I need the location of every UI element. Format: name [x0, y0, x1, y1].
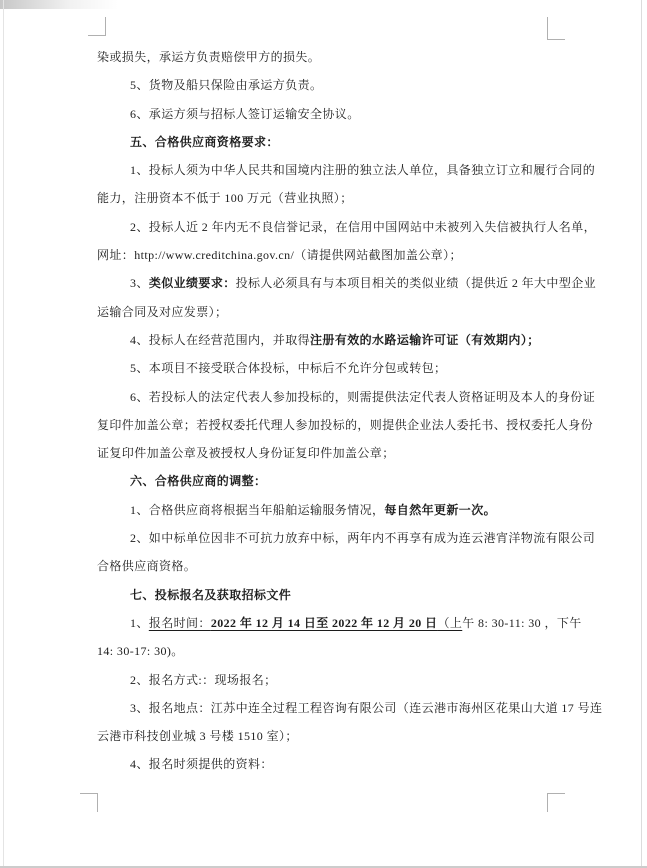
text-segment: 云港市科技创业城 3 号楼 1510 室）；: [97, 729, 298, 744]
document-content: [97, 43, 603, 779]
text-segment: 6、若投标人的法定代表人参加投标的，则需提供法定代表人资格证明及本人的身份证: [130, 389, 596, 404]
text-segment: 4、投标人在经营范围内，并取得: [130, 332, 311, 347]
text-segment: （上: [437, 615, 463, 630]
text-segment: 1、: [130, 615, 149, 630]
page-top-shadow: [0, 0, 118, 9]
text-line: [97, 383, 596, 411]
margin-crop-mark-bottom-right: [547, 793, 565, 812]
text-line: [97, 694, 603, 722]
text-segment: 复印件加盖公章；若授权委托代理人参加投标的，则提供企业法人委托书、授权委托人身份: [97, 417, 594, 432]
text-line: [97, 609, 582, 637]
text-line: [97, 326, 552, 354]
text-segment: 证复印件加盖公章及被授权人身份证复印件加盖公章；: [97, 446, 395, 461]
text-segment: 1、投标人须为中华人民共和国境内注册的独立法人单位，具备独立订立和履行合同的: [130, 163, 596, 178]
page-edge-right: [641, 0, 642, 866]
text-segment: 五、合格供应商资格要求：: [130, 134, 279, 149]
margin-crop-mark-top-right: [547, 17, 565, 40]
text-line: [97, 184, 552, 212]
text-line: [97, 100, 552, 128]
text-line: [97, 637, 552, 665]
text-segment: 网址：http://www.creditchina.gov.cn/（请提供网站截图加盖公章）；: [97, 248, 462, 263]
margin-crop-mark-top-left: [88, 17, 106, 36]
text-segment: 注册有效的水路运输许可证（有效期内）；: [310, 332, 540, 347]
text-segment: 5、货物及船只保险由承运方负责。: [130, 78, 323, 93]
text-segment: 报名时间：: [148, 615, 211, 630]
text-segment: 七、投标报名及获取招标文件: [130, 587, 292, 602]
text-line: [97, 750, 552, 778]
text-line: [97, 496, 552, 524]
text-segment: 2、报名方式:：现场报名；: [130, 672, 277, 687]
text-segment: 每自然年更新一次。: [384, 502, 497, 517]
text-segment: 能力，注册资本不低于 100 万元（营业执照）；: [97, 191, 353, 206]
text-line: [97, 156, 596, 184]
text-segment: 运输合同及对应发票）；: [97, 304, 228, 319]
text-segment: 六、合格供应商的调整：: [130, 474, 267, 489]
text-segment: 投标人必须具有与本项目相关的类似业绩（提供近 2 年大中型企业: [235, 276, 597, 291]
text-segment: 14: 30-17: 30)。: [97, 644, 184, 659]
text-segment: 2、投标人近 2 年内无不良信誉记录，在信用中国网站中未被列入失信被执行人名单，: [130, 219, 597, 234]
text-segment: 2022 年 12 月 14 日至 2022 年 12 月 20 日: [210, 615, 438, 630]
text-line: [97, 241, 552, 269]
text-line: [97, 269, 597, 297]
text-segment: 染或损失，承运方负责赔偿甲方的损失。: [97, 50, 321, 64]
text-segment: 合格供应商资格。: [97, 559, 197, 574]
text-line: [97, 411, 594, 439]
text-line: [97, 71, 552, 99]
page-edge-left: [3, 0, 4, 866]
text-line: [97, 298, 552, 326]
text-segment: 3、报名地点：江苏中连全过程工程咨询有限公司（连云港市海州区花果山大道 17 号连: [130, 700, 603, 715]
text-segment: 6、承运方须与招标人签订运输安全协议。: [130, 106, 360, 121]
text-segment: 2、如中标单位因非不可抗力放弃中标，两年内不再享有成为连云港宵洋物流有限公司: [130, 531, 596, 546]
text-line: [97, 722, 552, 750]
text-line: [97, 354, 552, 382]
text-segment: 1、合格供应商将根据当年船舶运输服务情况，: [130, 502, 385, 517]
text-line: [97, 467, 552, 495]
text-segment: 午 8: 30-11: 30 ，下午: [462, 615, 582, 630]
text-line: [97, 666, 552, 694]
text-line: [97, 581, 552, 609]
text-line: [97, 43, 552, 71]
margin-crop-mark-bottom-left: [80, 793, 98, 812]
text-line: [97, 552, 552, 580]
text-segment: 3、: [130, 276, 149, 291]
text-line: [97, 524, 596, 552]
text-line: [97, 439, 552, 467]
text-segment: 4、报名时须提供的资料：: [130, 757, 273, 772]
text-segment: 类似业绩要求：: [148, 276, 236, 291]
text-line: [97, 128, 552, 156]
text-segment: 5、本项目不接受联合体投标，中标后不允许分包或转包；: [130, 361, 447, 376]
text-line: [97, 213, 597, 241]
